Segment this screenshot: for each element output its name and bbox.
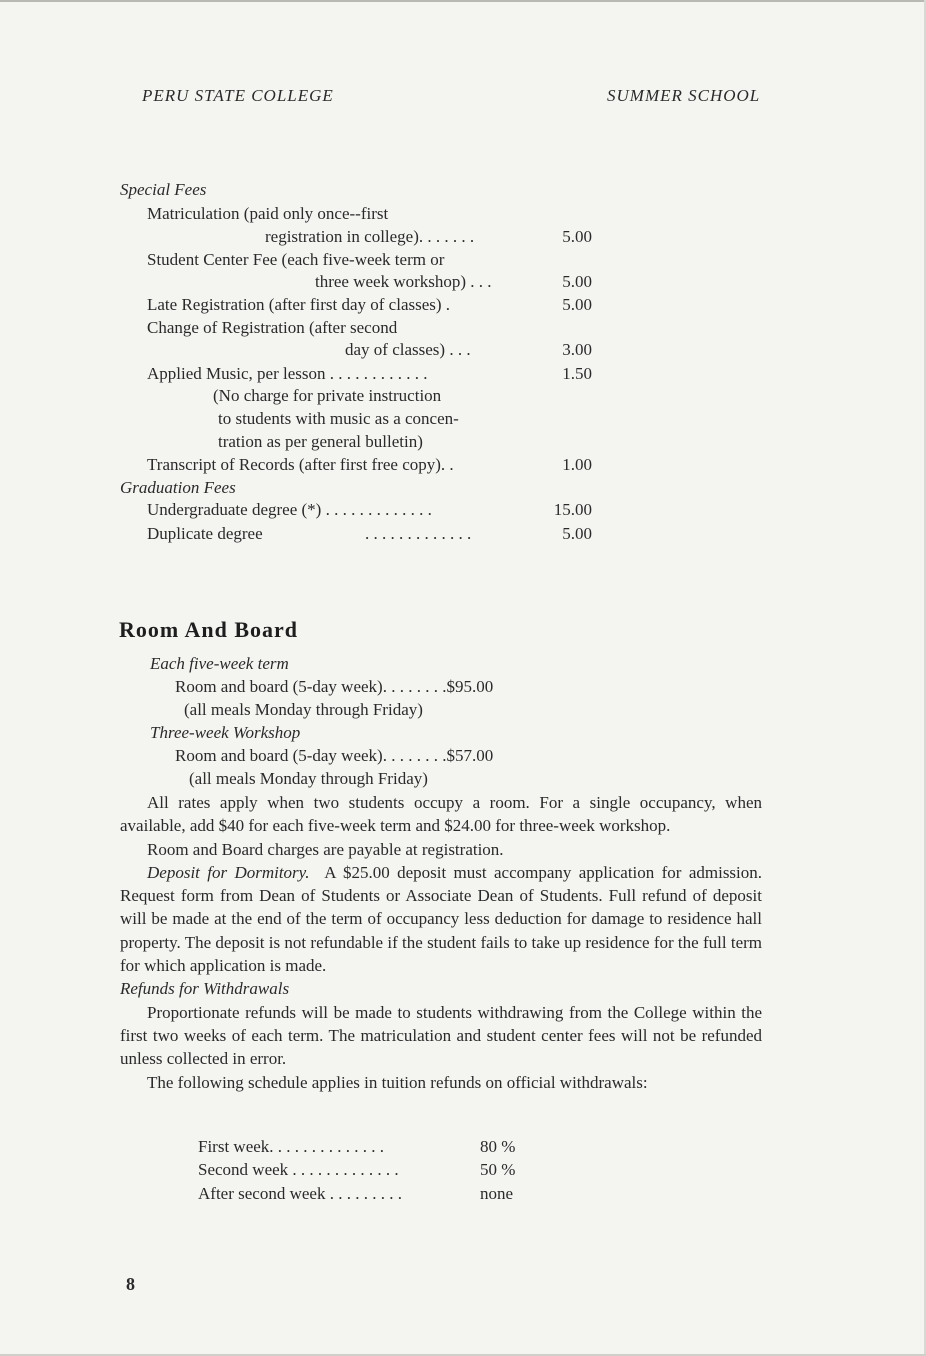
deposit-label: Deposit for Dormitory. <box>147 862 310 882</box>
schedule-row-second-label: Second week . . . . . . . . . . . . . <box>198 1160 399 1179</box>
schedule-row-second-value: 50 % <box>480 1160 516 1179</box>
change-registration-label-1: Change of Registration (after second <box>147 318 398 337</box>
transcript-label: Transcript of Records (after first free copy). . <box>147 455 454 474</box>
five-week-title: Each five-week term <box>150 654 289 673</box>
rates-paragraph: All rates apply when two students occupy a room. For a single occupancy, when available, add $40 for each five-week term and $24.00 for three-week workshop. <box>120 793 762 836</box>
header-left: PERU STATE COLLEGE <box>142 86 334 105</box>
top-border <box>0 0 926 2</box>
three-week-note: (all meals Monday through Friday) <box>189 769 428 788</box>
page-number: 8 <box>126 1274 135 1294</box>
late-registration-label: Late Registration (after first day of classes) . <box>147 295 451 314</box>
duplicate-degree-leader: . . . . . . . . . . . . . <box>365 524 472 543</box>
header-right: SUMMER SCHOOL <box>607 86 761 105</box>
undergrad-degree-amount: 15.00 <box>553 500 592 519</box>
schedule-row-after-label: After second week . . . . . . . . . <box>198 1184 402 1203</box>
room-board-body <box>120 791 762 1094</box>
change-registration-amount: 3.00 <box>562 340 592 359</box>
applied-music-label: Applied Music, per lesson . . . . . . . . . . . . <box>147 364 428 383</box>
student-center-label-2: three week workshop) . . . <box>315 272 492 291</box>
graduation-fees-title: Graduation Fees <box>120 478 236 497</box>
music-note-line-3: tration as per general bulletin) <box>218 432 423 451</box>
student-center-amount: 5.00 <box>562 272 592 291</box>
special-fees-title: Special Fees <box>120 180 207 199</box>
refunds-title: Refunds for Withdrawals <box>120 979 290 999</box>
duplicate-degree-label: Duplicate degree <box>147 524 263 543</box>
applied-music-amount: 1.50 <box>562 364 592 383</box>
music-note-line-2: to students with music as a concen- <box>218 409 459 428</box>
schedule-row-after-value: none <box>480 1184 514 1203</box>
refunds-paragraph: Proportionate refunds will be made to students withdrawing from the College within the first two weeks of each term. The matriculation and student center fees will not be refunded unless collected in error. <box>120 1002 762 1069</box>
transcript-amount: 1.00 <box>562 455 592 474</box>
duplicate-degree-amount: 5.00 <box>562 524 592 543</box>
five-week-rate: Room and board (5-day week). . . . . . . .$95.00 <box>175 677 494 696</box>
three-week-title: Three-week Workshop <box>150 723 301 742</box>
matriculation-label-2: registration in college). . . . . . . <box>265 227 475 246</box>
payable-paragraph: Room and Board charges are payable at registration. <box>147 839 504 859</box>
three-week-rate: Room and board (5-day week). . . . . . . .$57.00 <box>175 746 494 765</box>
deposit-text: A $25.00 deposit must accompany application for admission. Request form from Dean of Students or Associate Dean of Students. Full refund of deposit will be made at the end of the term of occupancy less deduction for damage to residence hall property. The deposit is not refundable if the student fails to take up residence for the full term for which application is made. <box>120 862 763 976</box>
change-registration-label-2: day of classes) . . . <box>345 340 471 359</box>
schedule-row-first-value: 80 % <box>480 1137 516 1156</box>
music-note-line-1: (No charge for private instruction <box>213 386 442 405</box>
student-center-label-1: Student Center Fee (each five-week term or <box>147 250 445 269</box>
room-board-heading: Room And Board <box>119 617 299 642</box>
schedule-row-first-label: First week. . . . . . . . . . . . . . <box>198 1137 385 1156</box>
matriculation-amount: 5.00 <box>562 227 592 246</box>
late-registration-amount: 5.00 <box>562 295 592 314</box>
matriculation-label-1: Matriculation (paid only once--first <box>147 204 389 223</box>
five-week-note: (all meals Monday through Friday) <box>184 700 423 719</box>
deposit-paragraph <box>120 861 762 977</box>
schedule-intro: The following schedule applies in tuition refunds on official withdrawals: <box>147 1072 648 1092</box>
undergrad-degree-label: Undergraduate degree (*) . . . . . . . . . . . . . <box>147 500 432 519</box>
